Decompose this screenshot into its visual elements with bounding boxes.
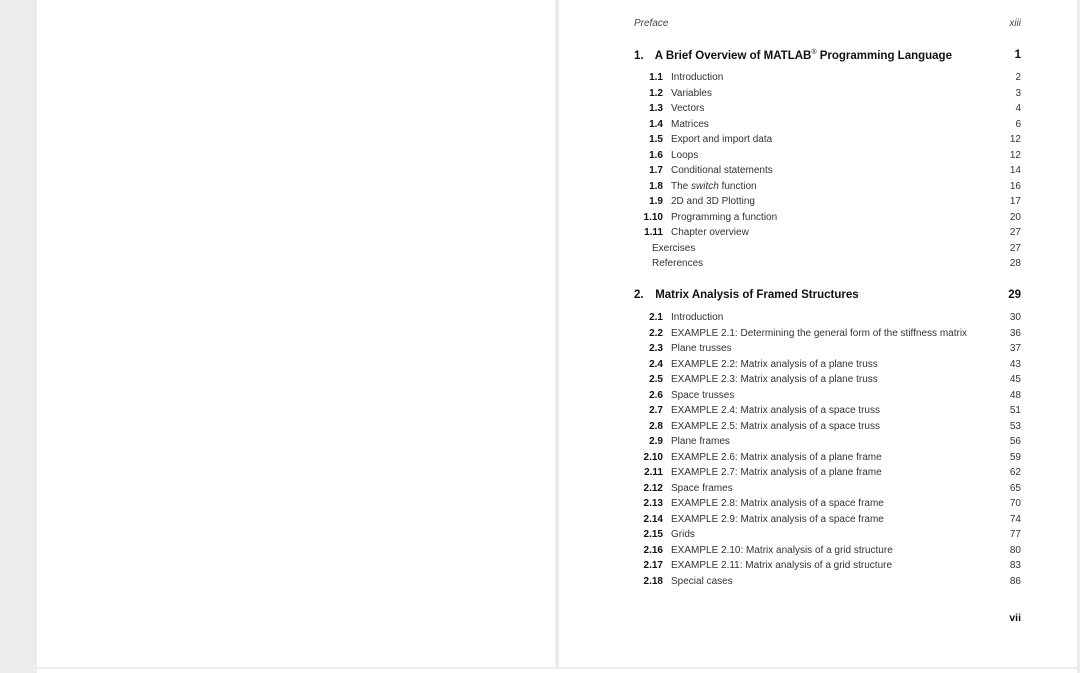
chapter-number: 2.: [634, 289, 644, 301]
page-number: vii: [1009, 612, 1021, 624]
section-page: 2: [1015, 72, 1021, 83]
next-page-edge: [37, 669, 1077, 673]
toc-entry[interactable]: [634, 421, 1021, 437]
section-title: Plane trusses: [671, 343, 732, 354]
section-title: EXAMPLE 2.4: Matrix analysis of a space truss: [671, 405, 880, 416]
chapter-1-heading[interactable]: [634, 49, 1021, 62]
section-page: 20: [1009, 211, 1021, 223]
toc-preface-row[interactable]: [634, 18, 1021, 29]
section-title: Grids: [671, 529, 695, 540]
section-page: 70: [1009, 498, 1021, 509]
section-page: 45: [1009, 374, 1021, 385]
chapter-title-rest: Programming Language: [816, 49, 952, 62]
section-title: Space frames: [671, 482, 733, 494]
section-title: EXAMPLE 2.9: Matrix analysis of a space frame: [671, 513, 884, 525]
chapter-title: Matrix Analysis of Framed Structures: [655, 289, 859, 301]
toc-entry[interactable]: [634, 374, 1021, 390]
section-page: 36: [1009, 327, 1021, 339]
section-page: 6: [1015, 118, 1021, 130]
section-page: 27: [1009, 227, 1021, 238]
section-title: Loops: [671, 149, 699, 161]
section-page: 65: [1009, 482, 1021, 494]
toc-entry[interactable]: [634, 498, 1021, 514]
toc-entry[interactable]: [634, 436, 1021, 452]
section-page: 4: [1015, 103, 1021, 114]
section-title: Special cases: [671, 575, 733, 587]
toc-entry[interactable]: [634, 576, 1021, 592]
registered-mark: ®: [811, 49, 817, 56]
preface-page: xiii: [1009, 18, 1021, 29]
toc-entry[interactable]: [634, 359, 1021, 375]
section-number: 2.14: [643, 513, 663, 525]
section-number: 2.11: [644, 467, 663, 478]
section-page: 48: [1009, 389, 1021, 401]
section-page: 28: [1009, 258, 1021, 269]
toc-entry[interactable]: [634, 134, 1021, 150]
section-number: 1.4: [649, 118, 663, 130]
section-page: 53: [1009, 420, 1021, 432]
section-number: 1.5: [649, 134, 663, 145]
left-page: [37, 0, 555, 667]
section-title: References: [652, 258, 704, 269]
section-title-pre: The: [671, 180, 692, 192]
toc-entry[interactable]: [634, 312, 1021, 328]
section-number: 2.9: [649, 436, 663, 447]
section-number: 1.3: [649, 103, 663, 114]
section-title: Plane frames: [671, 436, 730, 447]
toc-entry[interactable]: [634, 150, 1021, 166]
toc-entry[interactable]: [634, 405, 1021, 421]
section-number: 2.1: [649, 312, 663, 323]
section-number: 2.12: [643, 482, 663, 494]
section-page: 12: [1009, 149, 1021, 161]
toc-entry[interactable]: [634, 227, 1021, 243]
toc-entry[interactable]: [634, 212, 1021, 228]
section-page: 80: [1009, 544, 1021, 556]
section-page: 3: [1015, 87, 1021, 99]
toc-entry[interactable]: [634, 103, 1021, 119]
section-title: EXAMPLE 2.2: Matrix analysis of a plane truss: [671, 358, 878, 370]
toc-entry[interactable]: [634, 72, 1021, 88]
toc-entry[interactable]: [634, 560, 1021, 576]
section-title: EXAMPLE 2.3: Matrix analysis of a plane truss: [671, 374, 878, 385]
section-number: 2.8: [649, 420, 663, 432]
toc-entry[interactable]: [634, 181, 1021, 197]
section-title: Introduction: [671, 72, 724, 83]
section-title: Introduction: [671, 312, 724, 323]
section-title-emphasis: switch: [691, 180, 719, 192]
section-page: 86: [1009, 575, 1021, 587]
section-page: 14: [1009, 165, 1021, 176]
section-page: 51: [1009, 405, 1021, 416]
preface-label: Preface: [634, 18, 669, 29]
section-page: 16: [1009, 180, 1021, 192]
section-page: 43: [1009, 358, 1021, 370]
section-number: 1.8: [649, 180, 663, 192]
toc-entry[interactable]: [634, 529, 1021, 545]
section-number: 2.15: [643, 529, 663, 540]
chapter-number: 1.: [634, 49, 644, 62]
section-title: EXAMPLE 2.6: Matrix analysis of a plane frame: [671, 451, 882, 463]
toc-entry[interactable]: [634, 452, 1021, 468]
section-number: 1.6: [649, 149, 663, 161]
section-number: 2.16: [643, 544, 663, 556]
section-number: 2.4: [649, 358, 663, 370]
toc-entry[interactable]: [634, 514, 1021, 530]
toc-entry[interactable]: [634, 196, 1021, 212]
chapter-title: A Brief Overview of MATLAB: [654, 49, 812, 62]
section-number: 2.2: [649, 327, 663, 339]
right-page: [559, 0, 1077, 667]
toc-entry[interactable]: [634, 343, 1021, 359]
section-page: 12: [1009, 134, 1021, 145]
section-number: 1.10: [643, 211, 663, 223]
section-title: Variables: [671, 87, 712, 99]
section-page: 62: [1009, 467, 1021, 478]
section-title: EXAMPLE 2.11: Matrix analysis of a grid structure: [671, 560, 893, 571]
chapter-2-heading[interactable]: [634, 289, 1021, 301]
section-number: 1.1: [649, 72, 663, 83]
toc-entry[interactable]: [634, 258, 1021, 274]
section-number: 2.3: [649, 343, 663, 354]
section-number: 2.18: [643, 575, 663, 587]
section-page: 27: [1009, 242, 1021, 254]
section-number: 2.6: [649, 389, 663, 401]
toc-entry[interactable]: [634, 545, 1021, 561]
toc-entry[interactable]: [634, 119, 1021, 135]
section-title: EXAMPLE 2.10: Matrix analysis of a grid structure: [671, 544, 893, 556]
section-title: Space trusses: [671, 389, 735, 401]
chapter-page: 1: [1014, 49, 1021, 61]
section-page: 74: [1009, 513, 1021, 525]
section-number: 2.10: [643, 451, 663, 463]
chapter-page: 29: [1008, 289, 1021, 301]
toc-entry[interactable]: [634, 467, 1021, 483]
section-title: Export and import data: [671, 134, 773, 145]
section-title: Exercises: [652, 242, 696, 254]
toc-entry[interactable]: [634, 328, 1021, 344]
section-page: 37: [1009, 343, 1021, 354]
section-number: 2.5: [649, 374, 663, 385]
section-number: 1.2: [649, 87, 663, 99]
section-title: EXAMPLE 2.5: Matrix analysis of a space truss: [671, 420, 880, 432]
section-page: 17: [1009, 196, 1021, 207]
section-number: 1.11: [644, 227, 663, 238]
section-title: EXAMPLE 2.8: Matrix analysis of a space frame: [671, 498, 884, 509]
toc-entry[interactable]: [634, 243, 1021, 259]
section-number: 2.13: [643, 498, 663, 509]
section-title: EXAMPLE 2.7: Matrix analysis of a plane frame: [671, 467, 882, 478]
section-title: Conditional statements: [671, 165, 773, 176]
section-title: Chapter overview: [671, 227, 749, 238]
section-number: 1.9: [649, 196, 663, 207]
section-number: 1.7: [649, 165, 663, 176]
toc-entry[interactable]: [634, 88, 1021, 104]
section-title: 2D and 3D Plotting: [671, 196, 755, 207]
section-title: Programming a function: [671, 211, 778, 223]
section-page: 56: [1009, 436, 1021, 447]
section-title-post: function: [718, 180, 757, 192]
section-title: EXAMPLE 2.1: Determining the general form of the stiffness matrix: [671, 327, 968, 339]
toc-entry[interactable]: [634, 483, 1021, 499]
section-page: 30: [1009, 312, 1021, 323]
section-title: Matrices: [671, 118, 709, 130]
toc-entry[interactable]: [634, 390, 1021, 406]
section-page: 83: [1009, 560, 1021, 571]
section-title: Vectors: [671, 103, 705, 114]
section-number: 2.17: [643, 560, 663, 571]
section-number: 2.7: [649, 405, 663, 416]
toc-entry[interactable]: [634, 165, 1021, 181]
section-page: 77: [1009, 529, 1021, 540]
section-page: 59: [1009, 451, 1021, 463]
section-title: [671, 181, 991, 192]
